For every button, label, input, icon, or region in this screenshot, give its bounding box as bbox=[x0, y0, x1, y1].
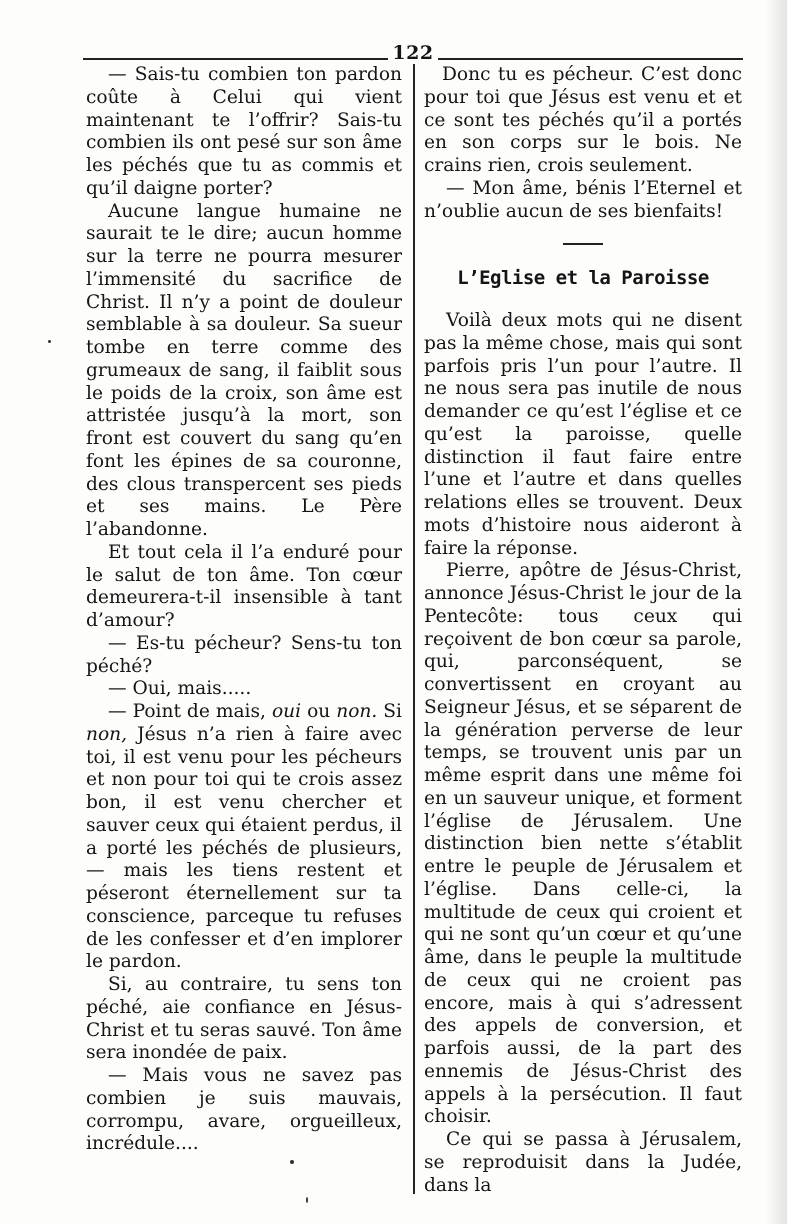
page-number: 122 bbox=[392, 42, 434, 64]
paragraph bbox=[86, 701, 402, 974]
paragraph: — Mon âme, bénis l’Eternel et n’oublie aucun de ses bienfaits! bbox=[424, 177, 742, 222]
paragraph: — Sais-tu combien ton pardon coûte à Celui qui vient maintenant te l’offrir? Sais-tu combien ils ont pesé sur son âme les péchés que tu as commis et qu’il daigne porter? bbox=[86, 64, 402, 199]
emphasis-oui: oui bbox=[271, 701, 302, 722]
column-divider bbox=[413, 64, 415, 1194]
paragraph: — Mais vous ne savez pas combien je suis mauvais, corrompu, avare, orgueilleux, incrédule.... bbox=[86, 1065, 402, 1155]
paragraph: Pierre, apôtre de Jésus-Christ, annonce Jésus-Christ le jour de la Pentecôte: tous ceux qui reçoivent de bon cœur sa parole, qui, parconséquent, se convertissent en croyant au Seigneur Jésus, et se séparent de la génération perverse de leur temps, se trouvent unis par un même esprit dans une même foi en un sauveur unique, et forment l’église de Jérusalem. Une distinction bien nette s’établit entre le peuple de Jérusalem et l’église. Dans celle-ci, la multitude de ceux qui croient et qui ne sont qu’un cœur et qu’une âme, dans le peuple la multitude de ceux qui ne croient pas encore, mais à qui s’adressent des appels de conversion, et parfois aussi, de la part des ennemis de Jésus-Christ des appels à la persécution. Il faut choisir. bbox=[424, 560, 742, 1128]
emphasis-non: non. bbox=[336, 701, 378, 722]
ink-speck bbox=[306, 1197, 308, 1203]
paragraph: Et tout cela il l’a enduré pour le salut de ton âme. Ton cœur demeurera-t-il insensible à tant d’amour? bbox=[86, 541, 402, 631]
ink-speck bbox=[290, 1160, 294, 1164]
section-rule bbox=[563, 243, 603, 245]
emphasis-non: non, bbox=[86, 723, 128, 745]
text-run: Jésus n’a rien à faire avec toi, il est venu pour les pécheurs et non pour toi qui te crois assez bon, il est venu chercher et sauver ceux qui étaient perdus, il a porté les péchés de plusieurs, — mais les tiens restent et péseront éternellement sur ta conscience, parceque tu refuses de les confesser et d’en implorer le pardon. bbox=[86, 723, 402, 973]
page-header bbox=[83, 38, 743, 66]
header-rule-right bbox=[438, 58, 743, 60]
left-column bbox=[86, 64, 402, 1156]
page-edge-shadow bbox=[765, 0, 787, 1224]
text-run: — Point de mais, bbox=[108, 701, 272, 722]
header-rule-left bbox=[83, 58, 388, 60]
ink-speck bbox=[48, 340, 51, 343]
text-run: ou bbox=[301, 701, 337, 722]
paragraph: Donc tu es pécheur. C’est donc pour toi que Jésus est venu et et ce sont tes péchés qu’il a portés en son corps sur le bois. Ne crains rien, crois seulement. bbox=[424, 64, 742, 176]
paragraph: — Es-tu pécheur? Sens-tu ton péché? bbox=[86, 632, 402, 677]
paragraph: — Oui, mais..... bbox=[108, 678, 252, 700]
paragraph: Si, au contraire, tu sens ton péché, aie confiance en Jésus-Christ et tu seras sauvé. Ton âme sera inondée de paix. bbox=[86, 974, 402, 1064]
paragraph: Ce qui se passa à Jérusalem, se reproduisit dans la Judée, dans la bbox=[424, 1129, 742, 1196]
paragraph: Aucune langue humaine ne saurait te le dire; aucun homme sur la terre ne pourra mesurer l’immensité du sacrifice de Christ. Il n’y a point de douleur semblable à sa douleur. Sa sueur tombe en terre comme des grumeaux de sang, il faiblit sous le poids de la croix, son âme est attristée jusqu’à la mort, son front est couvert du sang qu’en font les épines de sa couronne, des clous transpercent ses pieds et ses mains. Le Père l’abandonne. bbox=[86, 200, 402, 540]
right-column bbox=[424, 64, 742, 1197]
text-run: Si bbox=[377, 701, 402, 722]
paragraph: Voilà deux mots qui ne disent pas la même chose, mais qui sont parfois pris l’un pour l’autre. Il ne nous sera pas inutile de nous demander ce qu’est l’église et ce qu’est la paroisse, quelle distinction il faut faire entre l’une et l’autre et dans quelles relations elles se trouvent. Deux mots d’histoire nous aideront à faire la réponse. bbox=[424, 310, 742, 559]
section-title: L’Eglise et la Paroisse bbox=[457, 267, 709, 290]
